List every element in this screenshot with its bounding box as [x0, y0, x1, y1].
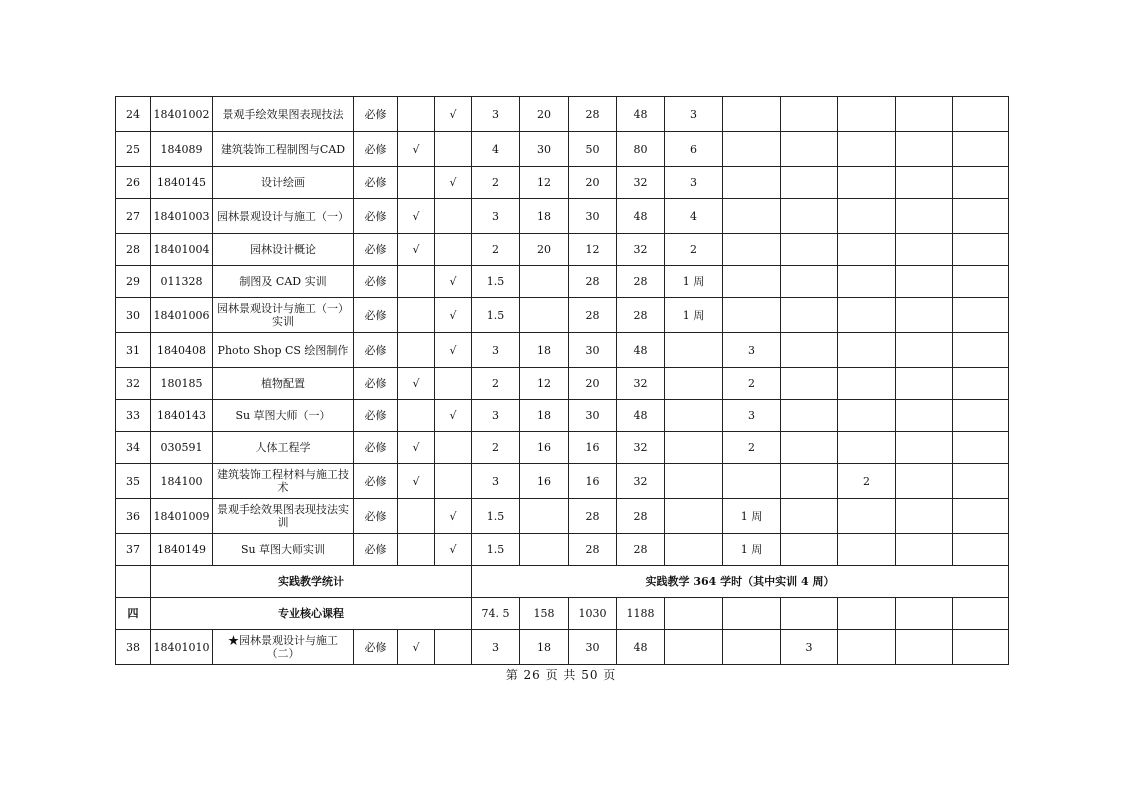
cell-check-a: √ — [398, 630, 435, 665]
cell-name: 人体工程学 — [213, 432, 354, 464]
cell-theory: 16 — [520, 464, 569, 499]
cell-check-a: √ — [398, 234, 435, 266]
cell-theory: 12 — [520, 368, 569, 400]
cell-check-b — [435, 432, 472, 464]
cell-t4: 2 — [838, 464, 896, 499]
cell-check-b — [435, 464, 472, 499]
cell-t5 — [896, 630, 953, 665]
cell-theory: 18 — [520, 630, 569, 665]
cell-name: 园林景观设计与施工（一） — [213, 199, 354, 234]
cell-theory — [520, 298, 569, 333]
cell-t1 — [665, 368, 723, 400]
cell-t4 — [838, 234, 896, 266]
cell-t4 — [838, 266, 896, 298]
cell-t3 — [781, 333, 838, 368]
summary-label: 实践教学统计 — [151, 566, 472, 598]
cell-practice: 30 — [569, 630, 617, 665]
cell-t4 — [838, 132, 896, 167]
cell-type: 必修 — [354, 97, 398, 132]
cell-practice: 20 — [569, 368, 617, 400]
section-empty-cell — [781, 598, 838, 630]
section-label: 专业核心课程 — [151, 598, 472, 630]
cell-t5 — [896, 333, 953, 368]
table-row — [116, 298, 1009, 333]
cell-total: 48 — [617, 333, 665, 368]
table-row — [116, 234, 1009, 266]
cell-check-a: √ — [398, 199, 435, 234]
cell-code: 1840143 — [151, 400, 213, 432]
cell-t5 — [896, 432, 953, 464]
cell-check-b: √ — [435, 298, 472, 333]
cell-no: 24 — [116, 97, 151, 132]
cell-type: 必修 — [354, 298, 398, 333]
cell-name: 景观手绘效果图表现技法 — [213, 97, 354, 132]
cell-t2 — [723, 234, 781, 266]
cell-credits: 2 — [472, 432, 520, 464]
cell-t6 — [953, 132, 1009, 167]
cell-type: 必修 — [354, 499, 398, 534]
cell-t5 — [896, 167, 953, 199]
cell-check-b: √ — [435, 499, 472, 534]
cell-t6 — [953, 534, 1009, 566]
cell-t2 — [723, 132, 781, 167]
cell-t6 — [953, 234, 1009, 266]
cell-check-a — [398, 167, 435, 199]
summary-value: 实践教学 364 学时（其中实训 4 周） — [472, 566, 1009, 598]
cell-total: 28 — [617, 534, 665, 566]
cell-credits: 3 — [472, 333, 520, 368]
cell-t2: 2 — [723, 368, 781, 400]
cell-t3 — [781, 464, 838, 499]
cell-t4 — [838, 432, 896, 464]
cell-t1: 6 — [665, 132, 723, 167]
cell-code: 18401010 — [151, 630, 213, 665]
cell-no: 27 — [116, 199, 151, 234]
cell-check-a — [398, 400, 435, 432]
cell-t3 — [781, 368, 838, 400]
cell-credits: 1.5 — [472, 534, 520, 566]
cell-practice: 28 — [569, 298, 617, 333]
cell-practice: 28 — [569, 97, 617, 132]
cell-check-a: √ — [398, 368, 435, 400]
cell-name: 设计绘画 — [213, 167, 354, 199]
course-table-body — [116, 97, 1009, 665]
cell-no: 28 — [116, 234, 151, 266]
cell-check-a — [398, 266, 435, 298]
cell-check-a: √ — [398, 464, 435, 499]
cell-type: 必修 — [354, 333, 398, 368]
cell-t1: 2 — [665, 234, 723, 266]
cell-credits: 2 — [472, 167, 520, 199]
cell-check-a — [398, 97, 435, 132]
cell-credits: 1.5 — [472, 266, 520, 298]
cell-t3 — [781, 534, 838, 566]
table-row — [116, 432, 1009, 464]
cell-no: 34 — [116, 432, 151, 464]
cell-t3 — [781, 400, 838, 432]
cell-t2 — [723, 199, 781, 234]
cell-t6 — [953, 630, 1009, 665]
cell-credits: 2 — [472, 234, 520, 266]
table-row — [116, 333, 1009, 368]
cell-t5 — [896, 499, 953, 534]
cell-no: 25 — [116, 132, 151, 167]
cell-t4 — [838, 298, 896, 333]
cell-code: 18401009 — [151, 499, 213, 534]
cell-total: 48 — [617, 400, 665, 432]
section-empty-cell — [838, 598, 896, 630]
cell-t2 — [723, 464, 781, 499]
cell-credits: 3 — [472, 97, 520, 132]
table-row — [116, 97, 1009, 132]
cell-total: 48 — [617, 97, 665, 132]
cell-t1 — [665, 534, 723, 566]
cell-t1 — [665, 464, 723, 499]
table-row — [116, 199, 1009, 234]
cell-check-b: √ — [435, 333, 472, 368]
cell-code: 184100 — [151, 464, 213, 499]
cell-check-b: √ — [435, 97, 472, 132]
table-row — [116, 464, 1009, 499]
cell-practice: 50 — [569, 132, 617, 167]
cell-check-b: √ — [435, 266, 472, 298]
cell-t1: 1 周 — [665, 298, 723, 333]
cell-total: 48 — [617, 630, 665, 665]
cell-theory — [520, 534, 569, 566]
cell-practice: 20 — [569, 167, 617, 199]
cell-t6 — [953, 499, 1009, 534]
cell-check-a — [398, 298, 435, 333]
cell-type: 必修 — [354, 199, 398, 234]
cell-code: 1840408 — [151, 333, 213, 368]
cell-type: 必修 — [354, 464, 398, 499]
cell-t3 — [781, 298, 838, 333]
cell-t2: 1 周 — [723, 499, 781, 534]
cell-theory: 20 — [520, 234, 569, 266]
cell-code: 18401004 — [151, 234, 213, 266]
cell-t1 — [665, 432, 723, 464]
cell-code: 18401002 — [151, 97, 213, 132]
cell-t4 — [838, 368, 896, 400]
cell-no: 37 — [116, 534, 151, 566]
cell-check-a — [398, 333, 435, 368]
table-row — [116, 534, 1009, 566]
cell-t4 — [838, 400, 896, 432]
cell-t2 — [723, 630, 781, 665]
cell-no: 32 — [116, 368, 151, 400]
cell-t3 — [781, 266, 838, 298]
cell-type: 必修 — [354, 534, 398, 566]
cell-name: Su 草图大师实训 — [213, 534, 354, 566]
cell-t1: 3 — [665, 167, 723, 199]
cell-t4 — [838, 167, 896, 199]
cell-credits: 3 — [472, 400, 520, 432]
cell-t6 — [953, 167, 1009, 199]
cell-theory: 18 — [520, 333, 569, 368]
cell-total: 32 — [617, 464, 665, 499]
cell-practice: 28 — [569, 266, 617, 298]
cell-name: 建筑装饰工程材料与施工技术 — [213, 464, 354, 499]
cell-name: 制图及 CAD 实训 — [213, 266, 354, 298]
cell-t5 — [896, 368, 953, 400]
cell-t6 — [953, 199, 1009, 234]
cell-type: 必修 — [354, 266, 398, 298]
cell-credits: 1.5 — [472, 298, 520, 333]
cell-type: 必修 — [354, 167, 398, 199]
cell-code: 1840149 — [151, 534, 213, 566]
cell-check-a: √ — [398, 432, 435, 464]
cell-code: 030591 — [151, 432, 213, 464]
cell-check-b — [435, 630, 472, 665]
cell-name: 建筑装饰工程制图与CAD — [213, 132, 354, 167]
cell-type: 必修 — [354, 132, 398, 167]
cell-t3 — [781, 499, 838, 534]
cell-t2: 2 — [723, 432, 781, 464]
cell-t5 — [896, 199, 953, 234]
cell-code: 011328 — [151, 266, 213, 298]
cell-t3 — [781, 432, 838, 464]
cell-credits: 3 — [472, 630, 520, 665]
cell-t6 — [953, 432, 1009, 464]
section-number: 四 — [116, 598, 151, 630]
cell-credits: 3 — [472, 199, 520, 234]
cell-t5 — [896, 298, 953, 333]
cell-t1 — [665, 499, 723, 534]
summary-row — [116, 566, 1009, 598]
cell-name: 园林景观设计与施工（一）实训 — [213, 298, 354, 333]
cell-name: 植物配置 — [213, 368, 354, 400]
cell-credits: 2 — [472, 368, 520, 400]
cell-no: 33 — [116, 400, 151, 432]
section-empty-cell — [723, 598, 781, 630]
cell-theory: 16 — [520, 432, 569, 464]
cell-total: 28 — [617, 499, 665, 534]
section-row — [116, 598, 1009, 630]
cell-theory: 20 — [520, 97, 569, 132]
table-row — [116, 266, 1009, 298]
cell-credits: 1.5 — [472, 499, 520, 534]
cell-total: 32 — [617, 368, 665, 400]
cell-practice: 16 — [569, 464, 617, 499]
cell-check-b — [435, 234, 472, 266]
cell-theory: 18 — [520, 199, 569, 234]
cell-practice: 30 — [569, 199, 617, 234]
cell-t6 — [953, 464, 1009, 499]
cell-no: 30 — [116, 298, 151, 333]
section-practice: 1030 — [569, 598, 617, 630]
table-row — [116, 132, 1009, 167]
section-empty-cell — [953, 598, 1009, 630]
cell-type: 必修 — [354, 234, 398, 266]
cell-t6 — [953, 97, 1009, 132]
cell-total: 48 — [617, 199, 665, 234]
section-credits: 74. 5 — [472, 598, 520, 630]
cell-t3: 3 — [781, 630, 838, 665]
course-table — [115, 96, 1009, 665]
cell-t4 — [838, 333, 896, 368]
cell-total: 28 — [617, 266, 665, 298]
table-row — [116, 499, 1009, 534]
cell-t2 — [723, 97, 781, 132]
cell-code: 18401006 — [151, 298, 213, 333]
cell-t3 — [781, 97, 838, 132]
cell-check-b: √ — [435, 400, 472, 432]
section-theory: 158 — [520, 598, 569, 630]
cell-t5 — [896, 400, 953, 432]
cell-theory: 18 — [520, 400, 569, 432]
cell-t4 — [838, 534, 896, 566]
cell-total: 28 — [617, 298, 665, 333]
cell-t5 — [896, 266, 953, 298]
cell-code: 184089 — [151, 132, 213, 167]
cell-theory: 30 — [520, 132, 569, 167]
cell-name: ★园林景观设计与施工（二） — [213, 630, 354, 665]
cell-theory: 12 — [520, 167, 569, 199]
cell-no: 29 — [116, 266, 151, 298]
cell-t5 — [896, 464, 953, 499]
cell-practice: 12 — [569, 234, 617, 266]
cell-t3 — [781, 234, 838, 266]
cell-t6 — [953, 298, 1009, 333]
cell-t2: 1 周 — [723, 534, 781, 566]
cell-t1: 3 — [665, 97, 723, 132]
cell-name: 景观手绘效果图表现技法实训 — [213, 499, 354, 534]
cell-theory — [520, 499, 569, 534]
cell-check-b — [435, 199, 472, 234]
cell-check-b: √ — [435, 534, 472, 566]
cell-check-b — [435, 368, 472, 400]
cell-t5 — [896, 97, 953, 132]
cell-t3 — [781, 167, 838, 199]
cell-t5 — [896, 234, 953, 266]
table-row — [116, 630, 1009, 665]
cell-t2 — [723, 298, 781, 333]
cell-check-a — [398, 534, 435, 566]
page-footer: 第 26 页 共 50 页 — [505, 668, 617, 682]
cell-check-b: √ — [435, 167, 472, 199]
cell-type: 必修 — [354, 432, 398, 464]
cell-total: 32 — [617, 234, 665, 266]
cell-credits: 3 — [472, 464, 520, 499]
cell-t2 — [723, 167, 781, 199]
cell-credits: 4 — [472, 132, 520, 167]
cell-t2 — [723, 266, 781, 298]
cell-no: 35 — [116, 464, 151, 499]
cell-t1 — [665, 630, 723, 665]
cell-code: 180185 — [151, 368, 213, 400]
cell-check-b — [435, 132, 472, 167]
cell-t6 — [953, 333, 1009, 368]
cell-t2: 3 — [723, 400, 781, 432]
cell-practice: 30 — [569, 400, 617, 432]
cell-t2: 3 — [723, 333, 781, 368]
cell-name: Su 草图大师（一） — [213, 400, 354, 432]
section-empty-cell — [665, 598, 723, 630]
cell-name: Photo Shop CS 绘图制作 — [213, 333, 354, 368]
cell-t5 — [896, 132, 953, 167]
summary-blank-cell — [116, 566, 151, 598]
cell-type: 必修 — [354, 630, 398, 665]
cell-t3 — [781, 199, 838, 234]
cell-practice: 28 — [569, 499, 617, 534]
table-row — [116, 167, 1009, 199]
cell-type: 必修 — [354, 368, 398, 400]
cell-theory — [520, 266, 569, 298]
cell-t4 — [838, 97, 896, 132]
cell-t6 — [953, 400, 1009, 432]
cell-no: 31 — [116, 333, 151, 368]
cell-t1: 1 周 — [665, 266, 723, 298]
table-row — [116, 400, 1009, 432]
cell-t6 — [953, 266, 1009, 298]
cell-t6 — [953, 368, 1009, 400]
cell-code: 18401003 — [151, 199, 213, 234]
cell-total: 80 — [617, 132, 665, 167]
section-empty-cell — [896, 598, 953, 630]
cell-no: 36 — [116, 499, 151, 534]
cell-t4 — [838, 630, 896, 665]
cell-t3 — [781, 132, 838, 167]
cell-name: 园林设计概论 — [213, 234, 354, 266]
cell-practice: 16 — [569, 432, 617, 464]
cell-no: 38 — [116, 630, 151, 665]
section-total: 1188 — [617, 598, 665, 630]
cell-t1 — [665, 400, 723, 432]
cell-t4 — [838, 499, 896, 534]
cell-practice: 30 — [569, 333, 617, 368]
cell-t5 — [896, 534, 953, 566]
cell-type: 必修 — [354, 400, 398, 432]
cell-t1 — [665, 333, 723, 368]
cell-no: 26 — [116, 167, 151, 199]
cell-t4 — [838, 199, 896, 234]
cell-check-a — [398, 499, 435, 534]
cell-total: 32 — [617, 167, 665, 199]
cell-practice: 28 — [569, 534, 617, 566]
cell-code: 1840145 — [151, 167, 213, 199]
cell-total: 32 — [617, 432, 665, 464]
table-row — [116, 368, 1009, 400]
cell-check-a: √ — [398, 132, 435, 167]
cell-t1: 4 — [665, 199, 723, 234]
